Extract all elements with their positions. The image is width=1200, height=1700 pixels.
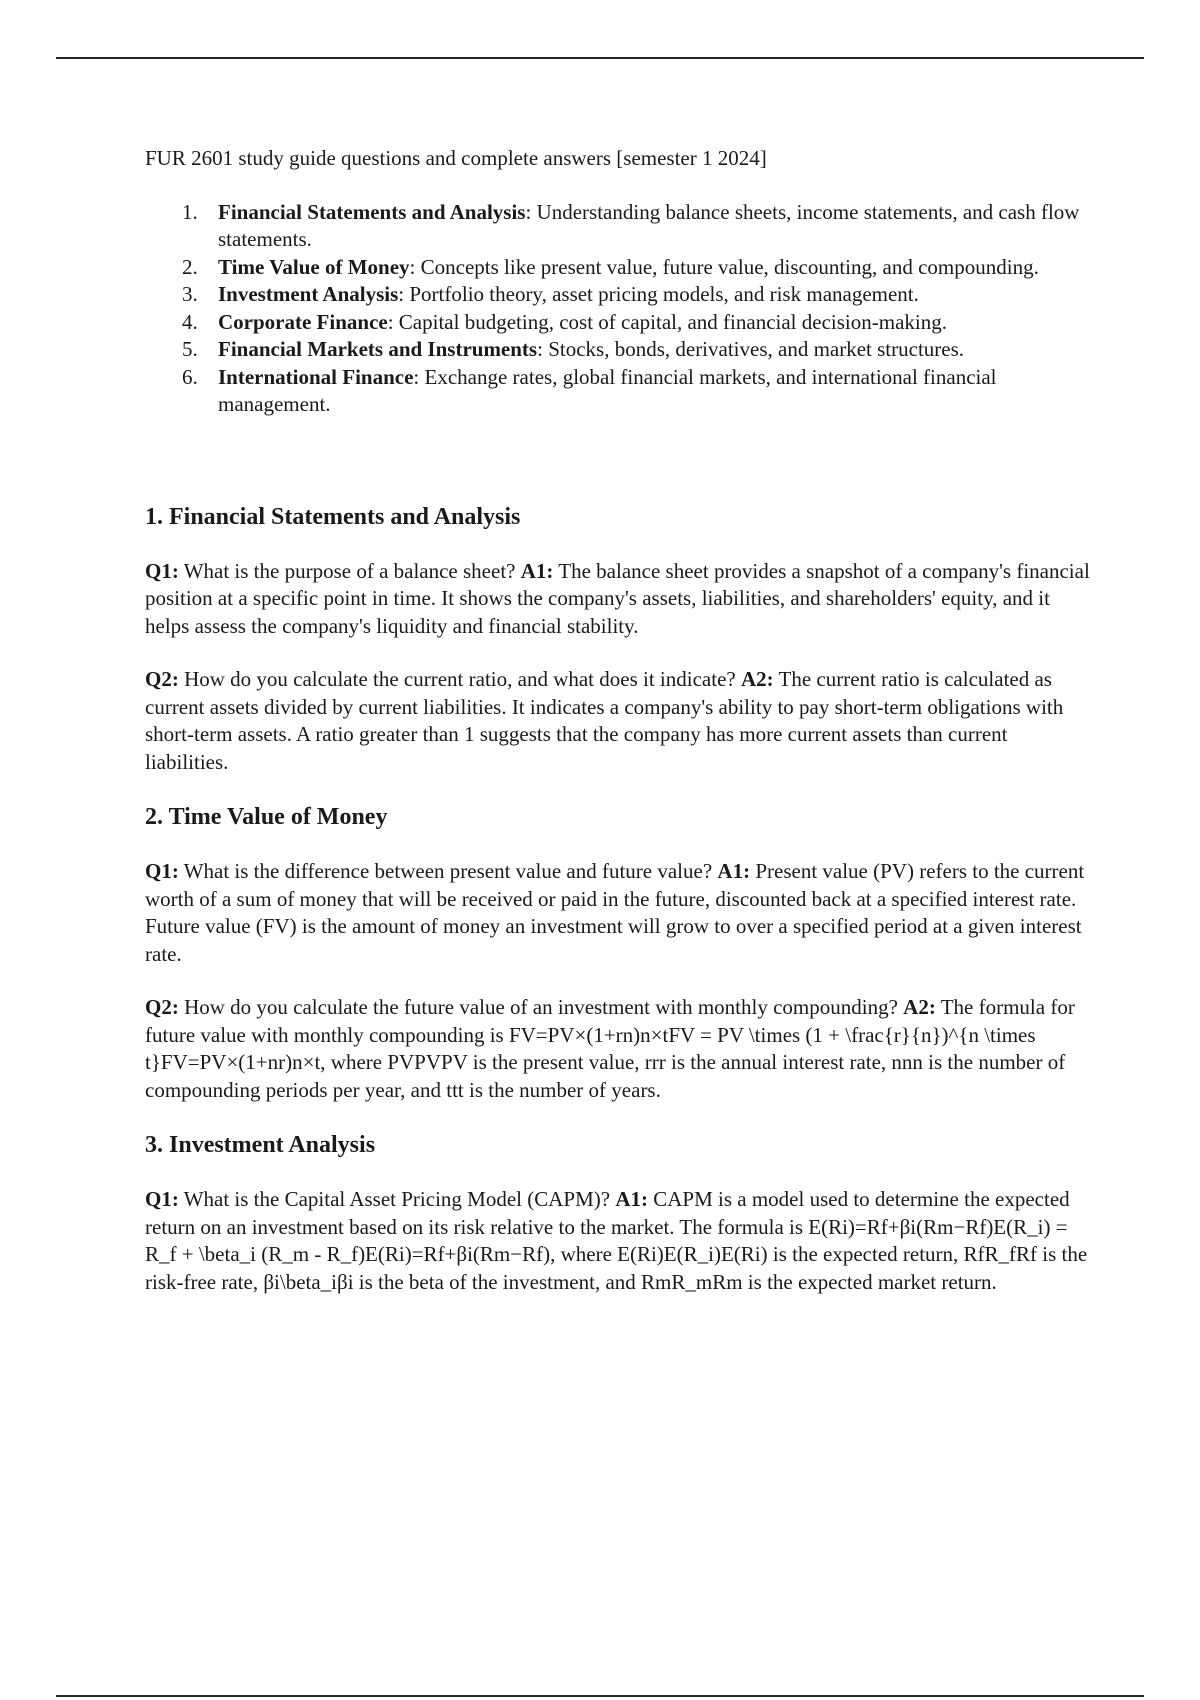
section-heading: 3. Investment Analysis [145,1132,376,1158]
topic-number: 5. [182,337,198,361]
answer-label: A2: [740,667,774,691]
topic-number: 2. [182,254,198,279]
topic-description: : Concepts like present value, future value, discounting, and compounding. [409,254,1039,279]
qa-paragraph [145,994,1090,1104]
topic-name: Investment Analysis [218,282,399,306]
qa-paragraph [145,1186,1090,1296]
topic-name: International Finance [218,364,414,389]
answer-label: A1: [520,558,554,583]
topic-description: : Understanding balance sheets, income statements, and cash flow statements. [218,199,1080,251]
topic-number: 4. [182,309,198,334]
bottom-divider [56,1695,1144,1697]
top-divider [56,57,1144,59]
topic-item [145,199,1090,254]
section-heading: 1. Financial Statements and Analysis [145,503,521,530]
answer-text: The balance sheet provides a snapshot of a company's financial position at a specific point in time. It shows the company's assets, liabilities, and shareholders' equity, and it helps assess the company's liquidity and financial stability. [145,558,1090,638]
question-label: Q2: [145,667,179,691]
topic-number: 3. [182,282,198,306]
topic-description: : Portfolio theory, asset pricing models, and risk management. [398,282,919,306]
question-label: Q1: [145,859,179,883]
qa-paragraph [145,858,1090,968]
question-label: Q1: [145,558,179,583]
topic-description: : Capital budgeting, cost of capital, and financial decision-making. [387,309,947,334]
question-text: How do you calculate the future value of an investment with monthly compounding? [178,995,904,1019]
topic-name: Time Value of Money [218,254,410,279]
topic-number: 1. [182,199,198,224]
topic-description: : Exchange rates, global financial markets, and international financial management. [218,364,997,416]
answer-text: Present value (PV) refers to the current worth of a sum of money that will be received or paid in the future, discounted back at a specified interest rate. Future value (FV) is the amount of money an investment will grow to over a specified period at a given interest rate. [145,859,1085,966]
answer-text: The current ratio is calculated as current assets divided by current liabilities. It indicates a company's ability to pay short-term obligations with short-term assets. A ratio greater than 1 suggests that the company has more current assets than current liabilities. [145,667,1064,774]
answer-text: CAPM is a model used to determine the expected return on an investment based on its risk relative to the market. The formula is E(Ri)=Rf+βi(Rm−Rf)E(R_i) = R_f + \beta_i (R_m - R_f)E(Ri)=Rf+βi(Rm−Rf), where E(Ri)E(R_i)E(Ri) is the expected return, RfR_fRf is the risk-free rate, βi\beta_iβi is the beta of the investment, and RmR_mRm is the expected market return. [145,1187,1088,1294]
answer-text: The formula for future value with monthly compounding is FV=PV×(1+rn)n×tFV = PV \times (1 + \frac{r}{n})^{n \times t}FV=PV×(1+nr)n×t, where PVPVPV is the present value, rrr is the annual interest rate, nnn is the number of compounding periods per year, and ttt is the number of years. [145,995,1075,1102]
section-heading: 2. Time Value of Money [145,804,388,830]
document-title: FUR 2601 study guide questions and complete answers [semester 1 2024] [145,146,767,170]
question-label: Q2: [145,995,179,1019]
topic-item [145,336,1090,364]
answer-label: A1: [615,1187,648,1211]
topic-number: 6. [182,364,198,389]
topic-name: Financial Statements and Analysis [218,199,526,224]
topic-item [145,254,1090,282]
qa-paragraph [145,666,1090,776]
answer-label: A1: [717,859,751,883]
question-text: How do you calculate the current ratio, and what does it indicate? [178,667,741,691]
topic-item [145,309,1090,337]
question-text: What is the purpose of a balance sheet? [178,558,521,583]
question-label: Q1: [145,1187,179,1211]
topic-item [145,281,1090,309]
qa-paragraph [145,558,1090,641]
topic-name: Corporate Finance [218,309,388,334]
topic-item [145,364,1090,419]
answer-label: A2: [903,995,936,1019]
question-text: What is the difference between present value and future value? [178,859,718,883]
topic-description: : Stocks, bonds, derivatives, and market structures. [537,337,965,361]
document-body [145,145,1090,1296]
question-text: What is the Capital Asset Pricing Model (CAPM)? [178,1187,616,1211]
topic-name: Financial Markets and Instruments [218,337,538,361]
topic-list [145,199,1090,419]
